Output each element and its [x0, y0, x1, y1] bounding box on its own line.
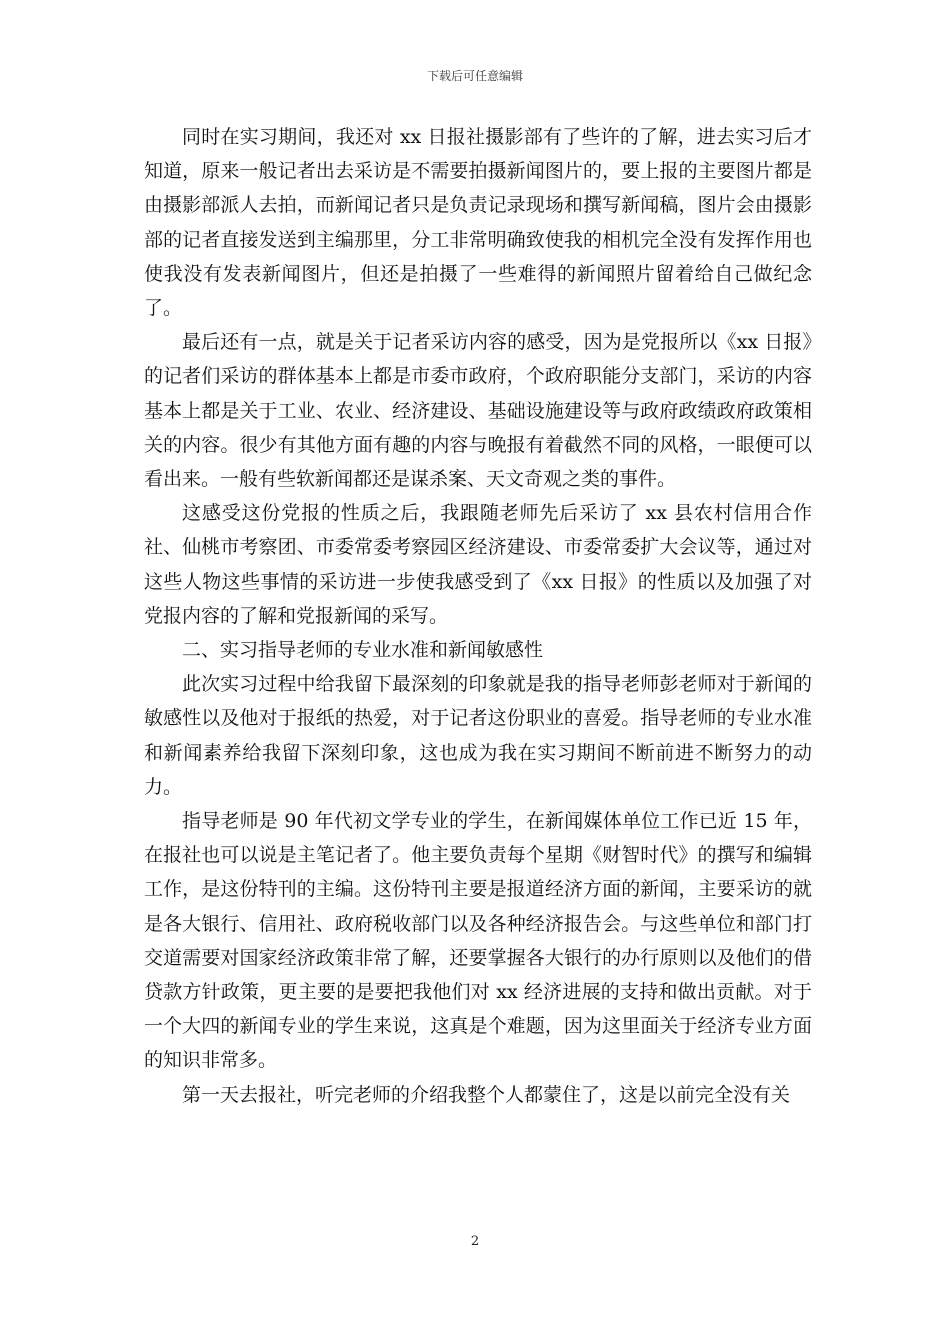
- paragraph-mentor-background: 指导老师是 90 年代初文学专业的学生，在新闻媒体单位工作已近 15 年，在报社也可以说是主笔记者了。他主要负责每个星期《财智时代》的撰写和编辑工作，是这份特刊的主编。这份特刊主要是报道经济方面的新闻，主要采访的就是各大银行、信用社、政府税收部门以及各种经济报告会。与这些单位和部门打交道需要对国家经济政策非常了解，还要掌握各大银行的办行原则以及他们的借贷款方针政策，更主要的是要把我他们对 xx 经济进展的支持和做出贡献。对于一个大四的新闻专业的学生来说，这真是个难题，因为这里面关于经济专业方面的知识非常多。: [144, 810, 812, 1072]
- paragraph-mentor-impression: 此次实习过程中给我留下最深刻的印象就是我的指导老师彭老师对于新闻的敏感性以及他对于报纸的热爱，对于记者这份职业的喜爱。指导老师的专业水准和新闻素养给我留下深刻印象，这也成为我在实习期间不断前进不断努力的动力。: [144, 673, 812, 798]
- page-number: 2: [470, 1234, 480, 1249]
- paragraph-party-newspaper: 这感受这份党报的性质之后，我跟随老师先后采访了 xx 县农村信用合作社、仙桃市考察团、市委常委考察园区经济建设、市委常委扩大会议等，通过对这些人物这些事情的采访进一步使我感受到了《xx 日报》的性质以及加强了对党报内容的了解和党报新闻的采写。: [144, 502, 812, 627]
- paragraph-first-day: 第一天去报社，听完老师的介绍我整个人都蒙住了，这是以前完全没有关: [182, 1083, 791, 1106]
- paragraph-interview-content: 最后还有一点，就是关于记者采访内容的感受，因为是党报所以《xx 日报》的记者们采访的群体基本上都是市委市政府，个政府职能分支部门，采访的内容基本上都是关于工业、农业、经济建设、基础设施建设等与政府政绩政府政策相关的内容。很少有其他方面有趣的内容与晚报有着截然不同的风格，一眼便可以看出来。一般有些软新闻都还是谋杀案、天文奇观之类的事件。: [144, 331, 812, 491]
- document-body: [144, 120, 812, 1112]
- section-heading-mentor: 二、实习指导老师的专业水准和新闻敏感性: [182, 639, 544, 662]
- page-header: 下载后可任意编辑: [426, 69, 523, 83]
- paragraph-photography-dept: 同时在实习期间，我还对 xx 日报社摄影部有了些许的了解，进去实习后才知道，原来一般记者出去采访是不需要拍摄新闻图片的，要上报的主要图片都是由摄影部派人去拍，而新闻记者只是负责记录现场和撰写新闻稿，图片会由摄影部的记者直接发送到主编那里，分工非常明确致使我的相机完全没有发挥作用也使我没有发表新闻图片，但还是拍摄了一些难得的新闻照片留着给自己做纪念了。: [144, 126, 812, 320]
